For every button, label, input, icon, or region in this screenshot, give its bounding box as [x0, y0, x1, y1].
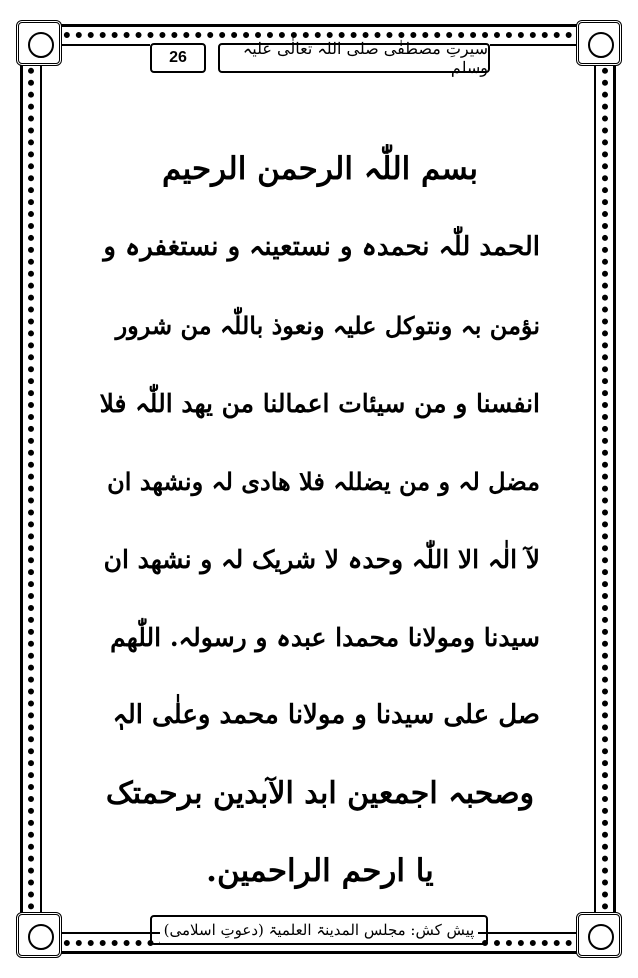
text-line: انفسنا و من سیئات اعمالنا من یھد اللّٰہ فلا [99, 388, 540, 418]
corner-ornament-top-left [16, 20, 62, 66]
text-line: وصحبہ اجمعین ابد الآبدین برحمتک [105, 775, 535, 811]
text-line: یا ارحم الراحمین. [206, 853, 434, 889]
running-title: سیرتِ مصطفٰی صلی اللہ تعالٰی علیہ وسلم [218, 43, 490, 73]
text-line: بسم اللّٰہ الرحمن الرحیم [162, 151, 478, 187]
page-footer [160, 912, 478, 948]
publisher-label: پیش کش: مجلس المدینۃ العلمیۃ (دعوتِ اسلامی) [150, 915, 489, 945]
corner-ornament-bottom-right [576, 912, 622, 958]
body-text [100, 130, 540, 910]
corner-ornament-top-right [576, 20, 622, 66]
text-line: سیدنا ومولانا محمدا عبدہ و رسولہ. اللّٰھم [110, 622, 540, 652]
text-line: مضل لہ و من یضللہ فلا ھادی لہ ونشھد ان [107, 466, 540, 496]
page-header [150, 40, 490, 76]
text-line: صل علی سیدنا و مولانا محمد وعلٰی الہٖ [112, 700, 540, 730]
text-line: الحمد للّٰہ نحمدہ و نستعینہ و نستغفرہ و [103, 232, 540, 262]
corner-ornament-bottom-left [16, 912, 62, 958]
text-line: نؤمن بہ ونتوکل علیہ ونعوذ باللّٰہ من شرور [115, 310, 540, 340]
text-line: لآ الٰہ الا اللّٰہ وحدہ لا شریک لہ و نشھد ان [103, 544, 540, 574]
page-number: 26 [150, 43, 206, 73]
